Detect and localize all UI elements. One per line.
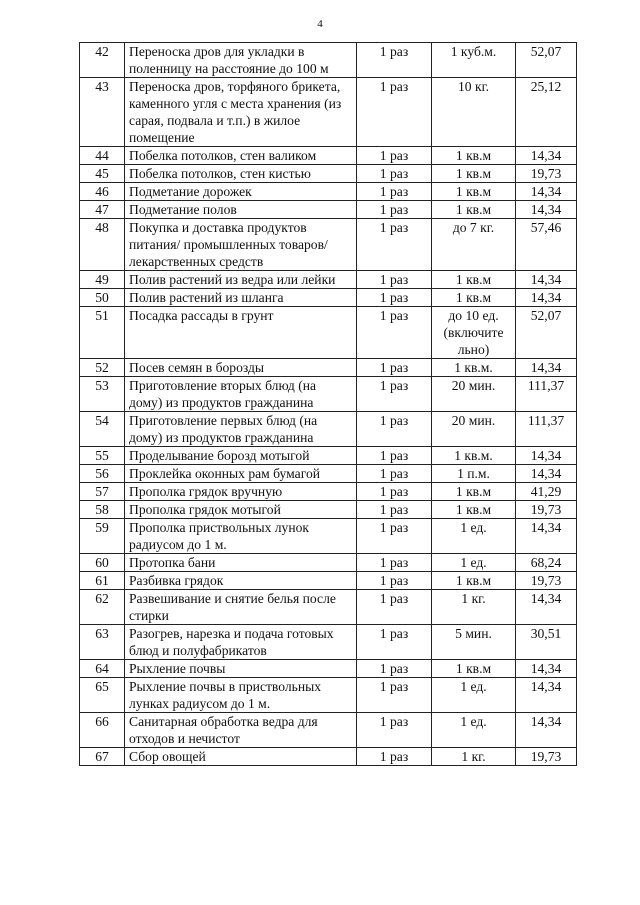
- service-price: 25,12: [516, 78, 577, 147]
- service-price: 41,29: [516, 483, 577, 501]
- row-number: 44: [80, 147, 125, 165]
- table-row: [80, 713, 577, 748]
- service-unit: 1 кв.м: [432, 165, 516, 183]
- service-price: 14,34: [516, 660, 577, 678]
- row-number: 48: [80, 219, 125, 271]
- row-number: 67: [80, 748, 125, 766]
- service-price: 111,37: [516, 412, 577, 447]
- row-number: 47: [80, 201, 125, 219]
- table-row: [80, 165, 577, 183]
- table-row: [80, 748, 577, 766]
- service-unit: 1 ед.: [432, 554, 516, 572]
- service-unit: до 7 кг.: [432, 219, 516, 271]
- service-name: Побелка потолков, стен кистью: [125, 165, 357, 183]
- service-name: Подметание полов: [125, 201, 357, 219]
- row-number: 51: [80, 307, 125, 359]
- service-frequency: 1 раз: [357, 447, 432, 465]
- service-unit: 1 куб.м.: [432, 43, 516, 78]
- service-price: 14,34: [516, 678, 577, 713]
- services-table: [79, 42, 577, 766]
- row-number: 49: [80, 271, 125, 289]
- row-number: 56: [80, 465, 125, 483]
- row-number: 62: [80, 590, 125, 625]
- service-price: 52,07: [516, 43, 577, 78]
- table-row: [80, 447, 577, 465]
- row-number: 45: [80, 165, 125, 183]
- table-row: [80, 307, 577, 359]
- service-price: 14,34: [516, 183, 577, 201]
- table-row: [80, 412, 577, 447]
- service-unit: 20 мин.: [432, 412, 516, 447]
- table-row: [80, 501, 577, 519]
- service-name: Разогрев, нарезка и подача готовых блюд и полуфабрикатов: [125, 625, 357, 660]
- service-unit: 1 кв.м: [432, 147, 516, 165]
- service-unit: 1 кг.: [432, 590, 516, 625]
- table-row: [80, 359, 577, 377]
- service-frequency: 1 раз: [357, 412, 432, 447]
- service-frequency: 1 раз: [357, 359, 432, 377]
- row-number: 53: [80, 377, 125, 412]
- table-row: [80, 78, 577, 147]
- row-number: 65: [80, 678, 125, 713]
- service-unit: 10 кг.: [432, 78, 516, 147]
- service-frequency: 1 раз: [357, 219, 432, 271]
- service-name: Разбивка грядок: [125, 572, 357, 590]
- service-name: Сбор овощей: [125, 748, 357, 766]
- service-price: 14,34: [516, 713, 577, 748]
- service-frequency: 1 раз: [357, 713, 432, 748]
- service-name: Рыхление почвы в приствольных лунках радиусом до 1 м.: [125, 678, 357, 713]
- service-price: 14,34: [516, 289, 577, 307]
- service-price: 14,34: [516, 271, 577, 289]
- table-row: [80, 271, 577, 289]
- service-price: 14,34: [516, 447, 577, 465]
- service-price: 19,73: [516, 748, 577, 766]
- service-price: 30,51: [516, 625, 577, 660]
- table-row: [80, 554, 577, 572]
- table-row: [80, 289, 577, 307]
- service-unit: 1 ед.: [432, 678, 516, 713]
- service-name: Протопка бани: [125, 554, 357, 572]
- service-name: Полив растений из ведра или лейки: [125, 271, 357, 289]
- service-name: Прополка приствольных лунок радиусом до 1 м.: [125, 519, 357, 554]
- table-row: [80, 678, 577, 713]
- table-row: [80, 572, 577, 590]
- service-name: Проклейка оконных рам бумагой: [125, 465, 357, 483]
- service-frequency: 1 раз: [357, 465, 432, 483]
- service-name: Полив растений из шланга: [125, 289, 357, 307]
- service-price: 14,34: [516, 519, 577, 554]
- page-number: 4: [317, 18, 323, 30]
- service-unit: 1 кг.: [432, 748, 516, 766]
- service-unit: 1 кв.м.: [432, 359, 516, 377]
- row-number: 52: [80, 359, 125, 377]
- service-frequency: 1 раз: [357, 625, 432, 660]
- service-price: 57,46: [516, 219, 577, 271]
- table-row: [80, 43, 577, 78]
- service-name: Прополка грядок мотыгой: [125, 501, 357, 519]
- table-row: [80, 660, 577, 678]
- service-frequency: 1 раз: [357, 183, 432, 201]
- table-row: [80, 201, 577, 219]
- service-price: 68,24: [516, 554, 577, 572]
- service-name: Переноска дров для укладки в поленницу на расстояние до 100 м: [125, 43, 357, 78]
- service-price: 19,73: [516, 165, 577, 183]
- service-frequency: 1 раз: [357, 165, 432, 183]
- service-frequency: 1 раз: [357, 43, 432, 78]
- row-number: 42: [80, 43, 125, 78]
- row-number: 59: [80, 519, 125, 554]
- service-name: Проделывание борозд мотыгой: [125, 447, 357, 465]
- service-unit: 1 кв.м: [432, 483, 516, 501]
- service-name: Переноска дров, торфяного брикета, каменного угля с места хранения (из сарая, подвала и т.п.) в жилое помещение: [125, 78, 357, 147]
- service-frequency: 1 раз: [357, 660, 432, 678]
- service-price: 52,07: [516, 307, 577, 359]
- service-frequency: 1 раз: [357, 307, 432, 359]
- row-number: 57: [80, 483, 125, 501]
- row-number: 54: [80, 412, 125, 447]
- service-unit: 1 кв.м: [432, 183, 516, 201]
- service-frequency: 1 раз: [357, 271, 432, 289]
- service-unit: 1 кв.м.: [432, 447, 516, 465]
- row-number: 58: [80, 501, 125, 519]
- row-number: 64: [80, 660, 125, 678]
- service-frequency: 1 раз: [357, 377, 432, 412]
- service-unit: 1 кв.м: [432, 501, 516, 519]
- service-name: Приготовление вторых блюд (на дому) из продуктов гражданина: [125, 377, 357, 412]
- service-name: Посев семян в борозды: [125, 359, 357, 377]
- row-number: 61: [80, 572, 125, 590]
- row-number: 55: [80, 447, 125, 465]
- service-frequency: 1 раз: [357, 519, 432, 554]
- service-price: 14,34: [516, 465, 577, 483]
- table-row: [80, 590, 577, 625]
- service-price: 19,73: [516, 572, 577, 590]
- table-row: [80, 519, 577, 554]
- service-price: 19,73: [516, 501, 577, 519]
- service-unit: 5 мин.: [432, 625, 516, 660]
- service-frequency: 1 раз: [357, 201, 432, 219]
- table-body: [80, 43, 577, 766]
- service-unit: 1 ед.: [432, 519, 516, 554]
- service-name: Развешивание и снятие белья после стирки: [125, 590, 357, 625]
- service-frequency: 1 раз: [357, 147, 432, 165]
- row-number: 50: [80, 289, 125, 307]
- row-number: 46: [80, 183, 125, 201]
- service-frequency: 1 раз: [357, 483, 432, 501]
- table-row: [80, 465, 577, 483]
- service-unit: до 10 ед. (включите льно): [432, 307, 516, 359]
- row-number: 43: [80, 78, 125, 147]
- service-frequency: 1 раз: [357, 678, 432, 713]
- service-name: Приготовление первых блюд (на дому) из продуктов гражданина: [125, 412, 357, 447]
- service-price: 14,34: [516, 590, 577, 625]
- service-name: Прополка грядок вручную: [125, 483, 357, 501]
- service-frequency: 1 раз: [357, 572, 432, 590]
- row-number: 66: [80, 713, 125, 748]
- service-name: Покупка и доставка продуктов питания/ промышленных товаров/ лекарственных средств: [125, 219, 357, 271]
- service-unit: 20 мин.: [432, 377, 516, 412]
- table-row: [80, 147, 577, 165]
- service-name: Санитарная обработка ведра для отходов и нечистот: [125, 713, 357, 748]
- row-number: 63: [80, 625, 125, 660]
- table-row: [80, 377, 577, 412]
- service-unit: 1 кв.м: [432, 289, 516, 307]
- service-unit: 1 п.м.: [432, 465, 516, 483]
- service-frequency: 1 раз: [357, 748, 432, 766]
- service-name: Побелка потолков, стен валиком: [125, 147, 357, 165]
- table-row: [80, 183, 577, 201]
- service-frequency: 1 раз: [357, 590, 432, 625]
- service-unit: 1 кв.м: [432, 572, 516, 590]
- service-price: 111,37: [516, 377, 577, 412]
- table-row: [80, 625, 577, 660]
- service-unit: 1 ед.: [432, 713, 516, 748]
- service-unit: 1 кв.м: [432, 201, 516, 219]
- row-number: 60: [80, 554, 125, 572]
- service-frequency: 1 раз: [357, 501, 432, 519]
- service-price: 14,34: [516, 359, 577, 377]
- service-unit: 1 кв.м: [432, 271, 516, 289]
- service-name: Посадка рассады в грунт: [125, 307, 357, 359]
- service-price: 14,34: [516, 201, 577, 219]
- table-row: [80, 219, 577, 271]
- service-unit: 1 кв.м: [432, 660, 516, 678]
- service-name: Подметание дорожек: [125, 183, 357, 201]
- table-row: [80, 483, 577, 501]
- service-frequency: 1 раз: [357, 78, 432, 147]
- service-frequency: 1 раз: [357, 554, 432, 572]
- service-price: 14,34: [516, 147, 577, 165]
- service-frequency: 1 раз: [357, 289, 432, 307]
- service-name: Рыхление почвы: [125, 660, 357, 678]
